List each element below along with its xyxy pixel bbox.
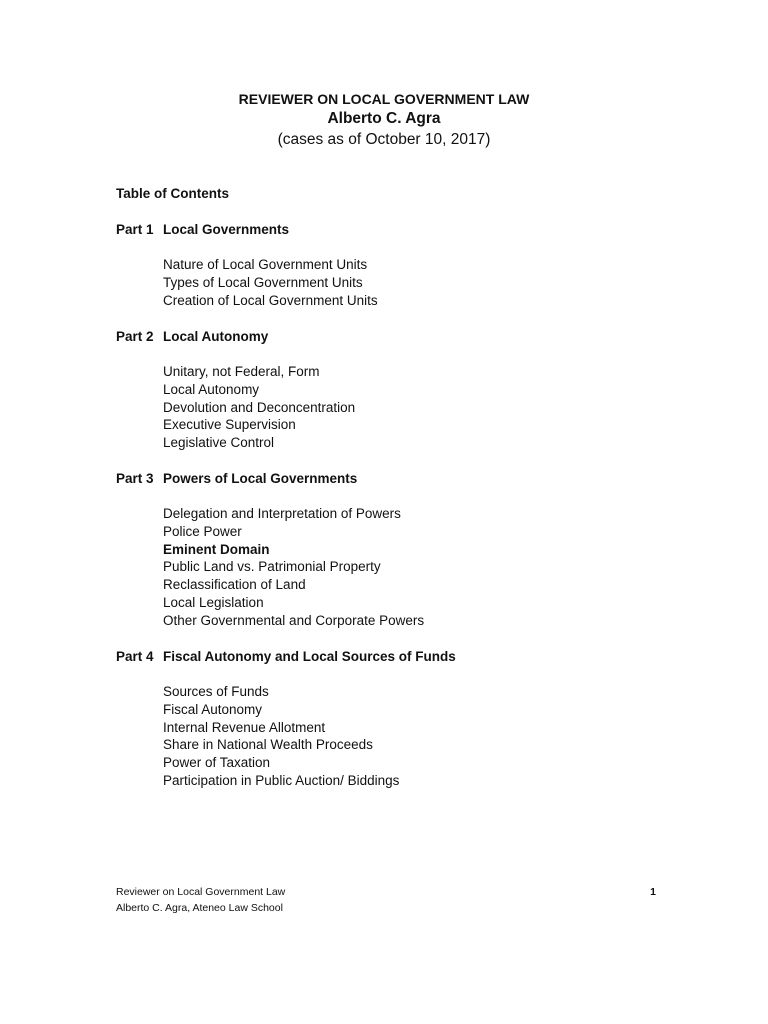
topic-item: Other Governmental and Corporate Powers <box>163 612 425 628</box>
toc-part-4 <box>116 648 676 788</box>
part-number: Part 4 <box>116 649 154 664</box>
page-footer <box>116 884 656 916</box>
topic-item: Nature of Local Government Units <box>163 257 368 272</box>
document-date-note: (cases as of October 10, 2017) <box>277 131 491 148</box>
document-title: REVIEWER ON LOCAL GOVERNMENT LAW <box>238 91 530 107</box>
topic-item: Types of Local Government Units <box>163 274 363 290</box>
topic-item: Public Land vs. Patrimonial Property <box>163 559 381 575</box>
title-block <box>0 90 768 151</box>
topic-item: Unitary, not Federal, Form <box>163 364 320 379</box>
part-number: Part 3 <box>116 471 154 486</box>
topic-item: Local Legislation <box>163 594 264 610</box>
topic-item: Internal Revenue Allotment <box>163 719 326 735</box>
topic-item: Police Power <box>163 523 242 539</box>
topic-item: Eminent Domain <box>163 541 270 557</box>
topic-list <box>163 363 355 452</box>
part-title: Powers of Local Governments <box>163 471 358 486</box>
part-number: Part 1 <box>116 222 154 237</box>
topic-item: Delegation and Interpretation of Powers <box>163 506 401 521</box>
part-heading <box>116 470 676 488</box>
part-title: Fiscal Autonomy and Local Sources of Funds <box>163 649 456 664</box>
topic-item: Participation in Public Auction/ Biddings <box>163 772 400 788</box>
part-heading <box>116 328 676 346</box>
topic-item: Share in National Wealth Proceeds <box>163 737 373 753</box>
part-number: Part 2 <box>116 329 154 344</box>
toc-heading: Table of Contents <box>116 186 229 201</box>
topic-item: Executive Supervision <box>163 417 296 433</box>
topic-item: Sources of Funds <box>163 684 269 699</box>
topic-item: Creation of Local Government Units <box>163 292 378 308</box>
topic-list <box>163 505 424 630</box>
toc-part-3 <box>116 470 676 628</box>
part-title: Local Governments <box>163 222 290 237</box>
topic-list <box>163 256 378 309</box>
topic-item: Reclassification of Land <box>163 577 306 593</box>
part-title: Local Autonomy <box>163 329 269 344</box>
topic-list <box>163 683 399 790</box>
topic-item: Fiscal Autonomy <box>163 701 263 717</box>
part-heading <box>116 221 676 239</box>
toc-part-2 <box>116 328 676 451</box>
topic-item: Devolution and Deconcentration <box>163 399 356 415</box>
part-heading <box>116 648 676 666</box>
document-author: Alberto C. Agra <box>327 110 441 127</box>
topic-item: Legislative Control <box>163 435 275 451</box>
footer-line-title: Reviewer on Local Government Law <box>116 886 286 898</box>
topic-item: Local Autonomy <box>163 381 260 397</box>
page-number: 1 <box>650 886 656 898</box>
toc-part-1 <box>116 221 676 308</box>
footer-line-author: Alberto C. Agra, Ateneo Law School <box>116 902 283 914</box>
topic-item: Power of Taxation <box>163 755 271 771</box>
